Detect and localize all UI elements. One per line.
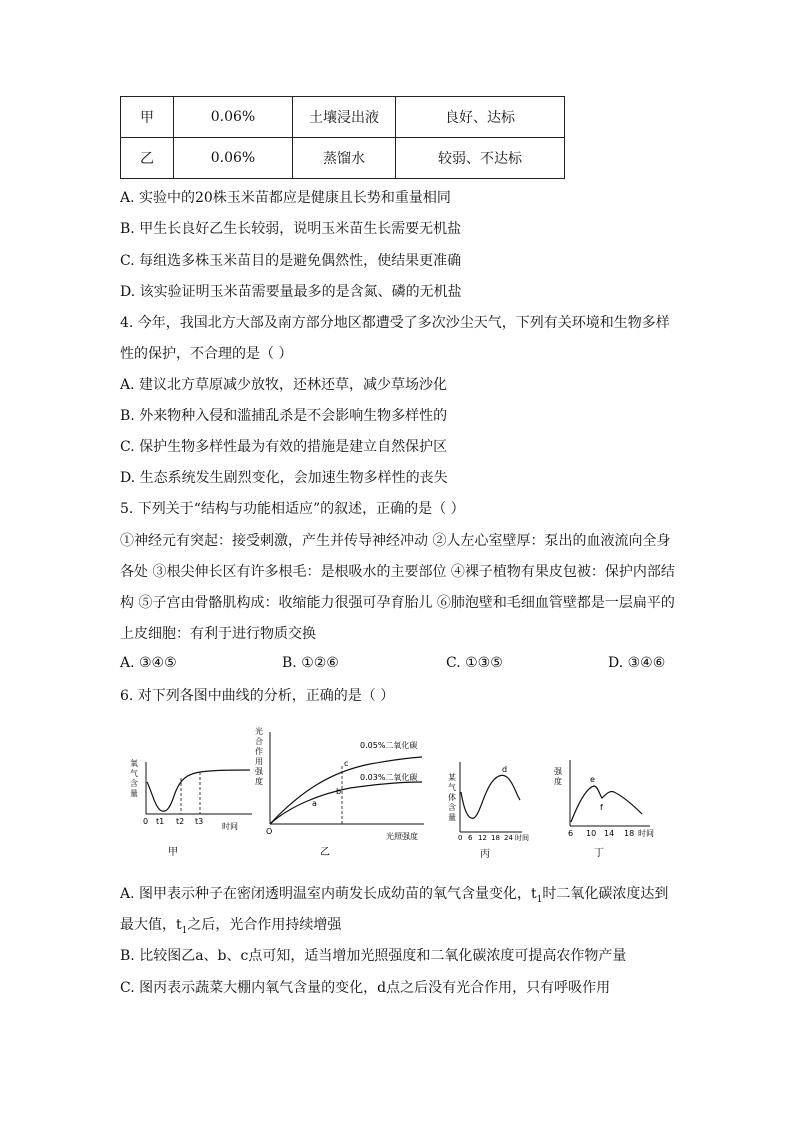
q3-option-a: A. 实验中的20株玉米苗都应是健康且长势和重量相同: [120, 190, 451, 206]
q5-option-d: D. ③④⑥: [608, 655, 666, 671]
figure-yi: [255, 726, 424, 858]
q5-option-c: C. ①③⑤: [446, 655, 503, 671]
ding-xlabel: 时间: [638, 829, 654, 838]
q5-body-line: 上皮细胞：有利于进行物质交换: [120, 626, 316, 642]
q6-option-a: A. 图甲表示种子在密闭透明温室内萌发长成幼苗的氧气含量变化，$t_1$时二氧化碳浓度达到: [120, 886, 669, 905]
q5-option-a: A. ③④⑤: [120, 655, 177, 671]
q6-option-b: B. 比较图乙a、b、c点可知，适当增加光照强度和二氧化碳浓度可提高农作物产量: [120, 948, 627, 964]
jia-tick-t3: t3: [195, 817, 204, 826]
yi-curve-low-label: 0.03%二氧化碳: [360, 773, 418, 782]
bing-point-d: d: [502, 765, 508, 774]
bing-tick: 24: [504, 834, 513, 842]
jia-xlabel: 时间: [222, 822, 238, 831]
ding-curve: [571, 786, 642, 822]
table-cell: 良好、达标: [396, 97, 565, 138]
q5-options: [0, 655, 794, 675]
q6-option-a-cont: 最大值，$t_1$之后，光合作用持续增强: [120, 917, 342, 936]
q5-body-line: 各处 ③根尖伸长区有许多根毛：是根吸水的主要部位 ④裸子植物有果皮包被：保护内部结: [120, 564, 675, 580]
bing-tick: 0: [458, 834, 463, 842]
q6-figures: [130, 722, 670, 868]
bing-tick: 12: [478, 834, 487, 842]
ding-tick: 14: [604, 829, 615, 838]
q4-option-d: D. 生态系统发生剧烈变化，会加速生物多样性的丧失: [120, 470, 448, 486]
figure-ding: [554, 760, 654, 859]
ding-point-f: f: [600, 803, 603, 812]
figures-svg: [130, 722, 670, 868]
q3-option-c: C. 每组选多株玉米苗目的是避免偶然性，使结果更准确: [120, 253, 462, 269]
q6-stem: 6. 对下列各图中曲线的分析，正确的是（ ）: [120, 688, 395, 704]
bing-tick: 6: [468, 834, 473, 842]
table-cell: 土壤浸出液: [293, 97, 396, 138]
q4-stem: 4. 今年，我国北方大部及南方部分地区都遭受了多次沙尘天气，下列有关环境和生物多样: [120, 315, 670, 331]
q5-body-line: 构 ⑤子宫由骨骼肌构成：收缩能力很强可孕育胎儿 ⑥肺泡壁和毛细血管壁都是一层扁平的: [120, 595, 675, 611]
table-row: [121, 138, 565, 179]
jia-tick-t1: t1: [156, 817, 165, 826]
table-cell: 乙: [121, 138, 174, 179]
yi-point-b: b: [336, 787, 342, 796]
q4-stem-cont: 性的保护，不合理的是（ ）: [120, 346, 293, 362]
table-cell: 蒸馏水: [293, 138, 396, 179]
ding-point-e: e: [590, 775, 595, 784]
ding-caption: 丁: [594, 848, 604, 859]
q5-stem: 5. 下列关于“结构与功能相适应”的叙述，正确的是（ ）: [120, 501, 465, 517]
q5-option-b: B. ①②⑥: [282, 655, 339, 671]
bing-caption: 丙: [480, 849, 490, 860]
q4-option-c: C. 保护生物多样性最为有效的措施是建立自然保护区: [120, 439, 448, 455]
yi-curve-low: [270, 782, 422, 824]
jia-tick-t2: t2: [176, 817, 185, 826]
table-cell: 较弱、不达标: [396, 138, 565, 179]
ding-tick: 18: [624, 829, 635, 838]
q4-option-a: A. 建议北方草原减少放牧，还林还草，减少草场沙化: [120, 377, 448, 393]
figure-bing: [448, 762, 529, 860]
q6-option-c: C. 图丙表示蔬菜大棚内氧气含量的变化，d点之后没有光合作用，只有呼吸作用: [120, 980, 611, 996]
ding-tick: 10: [586, 829, 597, 838]
bing-curve: [461, 775, 520, 818]
figure-jia: [130, 758, 252, 858]
bing-ylabel: 某气体含量: [448, 773, 456, 822]
jia-caption: 甲: [168, 847, 178, 858]
q4-option-b: B. 外来物种入侵和滥捕乱杀是不会影响生物多样性的: [120, 408, 448, 424]
table-cell: 0.06%: [174, 138, 293, 179]
jia-ylabel: 氧气含量: [130, 759, 138, 798]
yi-xlabel: 光照强度: [386, 832, 418, 841]
ding-tick: 6: [568, 829, 574, 838]
q3-option-d: D. 该实验证明玉米苗需要量最多的是含氮、磷的无机盐: [120, 284, 462, 300]
ding-ylabel: 强度: [554, 767, 562, 786]
yi-ylabel: 光合作用强度: [255, 727, 263, 786]
bing-xlabel: 时间: [515, 834, 529, 842]
q3-option-b: B. 甲生长良好乙生长较弱，说明玉米苗生长需要无机盐: [120, 221, 462, 237]
bing-tick: 18: [491, 834, 500, 842]
q5-body-line: ①神经元有突起：接受刺激，产生并传导神经冲动 ②人左心室壁厚：泵出的血液流向全身: [120, 533, 671, 549]
yi-point-a: a: [312, 799, 317, 808]
yi-curve-high-label: 0.05%二氧化碳: [360, 741, 418, 750]
table-cell: 甲: [121, 97, 174, 138]
jia-curve: [147, 770, 250, 811]
experiment-table: [120, 96, 565, 179]
yi-point-c: c: [344, 759, 349, 768]
yi-origin: O: [266, 827, 273, 836]
table-row: [121, 97, 565, 138]
yi-caption: 乙: [320, 847, 330, 858]
jia-origin: 0: [143, 817, 149, 826]
table-cell: 0.06%: [174, 97, 293, 138]
